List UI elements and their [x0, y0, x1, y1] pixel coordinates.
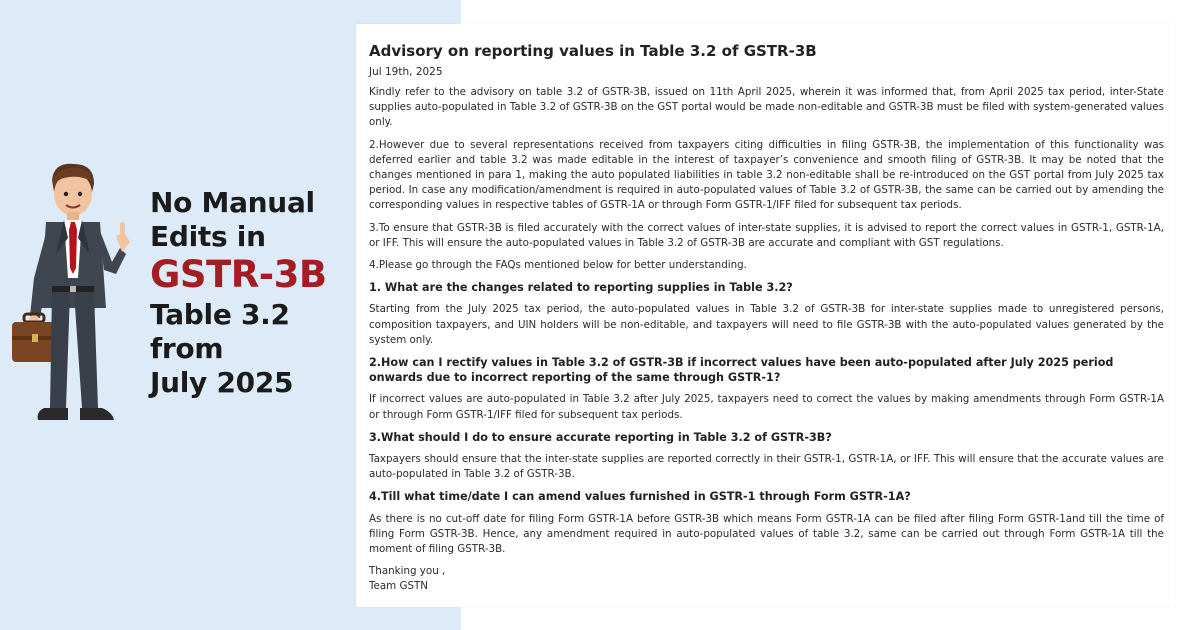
paragraph-4: 4.Please go through the FAQs mentioned below for better understanding.: [369, 259, 747, 272]
paragraph-2: 2.However due to several representations received from taxpayers citing difficulties in filing GSTR-3B, the implementation of this functionality was deferred earlier and table 3.2 was made editable in the interest of taxpayer’s convenience and smooth filing of GSTR-3B. It may be noted that the changes mentioned in para 1, making the auto populated liabilities in table 3.2 non-editable shall be re-introduced on the GST portal from July 2025 tax period. In case any modification/amendment is required in auto-populated values of Table 3.2 of GSTR-3B, the same can be carried out by amending the corresponding values in respective tables of GSTR-1A or through Form GSTR-1/IFF filed for subsequent tax periods.: [369, 138, 1164, 212]
paragraph-1: Kindly refer to the advisory on table 3.2 of GSTR-3B, issued on 11th April 2025, wherein it was informed that, from April 2025 tax period, inter-State supplies auto-populated in Table 3.2 of GSTR-3B on the GST portal would be made non-editable and GSTR-3B must be filed with system-generated values only.: [369, 86, 1164, 129]
headline-highlight: GSTR-3B: [150, 253, 327, 297]
headline-line-2: Edits in: [150, 220, 266, 254]
faq-answer-1: Starting from the July 2025 tax period, the auto-populated values in Table 3.2 of GSTR-3B for inter-state supplies made to unregistered persons, composition taxpayers, and UIN holders will be non-editable, and taxpayers will need to file GSTR-3B with the auto-populated values generated by the system only.: [369, 303, 1164, 346]
paragraph-3: 3.To ensure that GSTR-3B is filed accurately with the correct values of inter-state supplies, it is advised to report the correct values in GSTR-1, GSTR-1A, or IFF. This will ensure the auto-populated values in Table 3.2 of GSTR-3B are accurate and compliant with GST regulations.: [369, 221, 1164, 249]
faq-answer-2: If incorrect values are auto-populated in Table 3.2 after July 2025, taxpayers need to correct the values by making amendments through Form GSTR-1A or through Form GSTR-1/IFF filed for subsequent tax periods.: [369, 393, 1164, 421]
faq-question-3: 3.What should I do to ensure accurate reporting in Table 3.2 of GSTR-3B?: [369, 430, 832, 444]
advisory-document: [356, 24, 1174, 607]
headline-line-4: from: [150, 332, 224, 366]
headline-line-5: July 2025: [150, 366, 294, 400]
headline-line-1: No Manual: [150, 186, 315, 219]
faq-answer-4: As there is no cut-off date for filing Form GSTR-1A before GSTR-3B which means Form GSTR-1A can be filed after filing Form GSTR-1and till the time of filing Form GSTR-3B. Hence, any amendment required in auto-populated values of table 3.2, same can be carried out through Form GSTR-1A till the moment of filing GSTR-3B.: [369, 512, 1164, 556]
faq-question-4: 4.Till what time/date I can amend values furnished in GSTR-1 through Form GSTR-1A?: [369, 490, 911, 504]
headline-line-3: Table 3.2: [150, 298, 290, 331]
closing-thanks: Thanking you ,: [369, 565, 446, 578]
faq-question-1: 1. What are the changes related to reporting supplies in Table 3.2?: [369, 281, 793, 295]
businessman-mascot-icon: [8, 158, 138, 448]
faq-answer-3: Taxpayers should ensure that the inter-state supplies are reported correctly in their GSTR-1, GSTR-1A, or IFF. This will ensure that the accurate values are auto-populated in Table 3.2 of GSTR-3B.: [369, 453, 1164, 481]
faq-question-2: 2.How can I rectify values in Table 3.2 of GSTR-3B if incorrect values have been auto-populated after July 2025 period onwards due to incorrect reporting of the same through GSTR-1?: [369, 356, 1114, 385]
closing-signature: Team GSTN: [369, 580, 428, 593]
advisory-date: Jul 19th, 2025: [369, 66, 443, 78]
advisory-title: Advisory on reporting values in Table 3.2 of GSTR-3B: [369, 42, 817, 60]
